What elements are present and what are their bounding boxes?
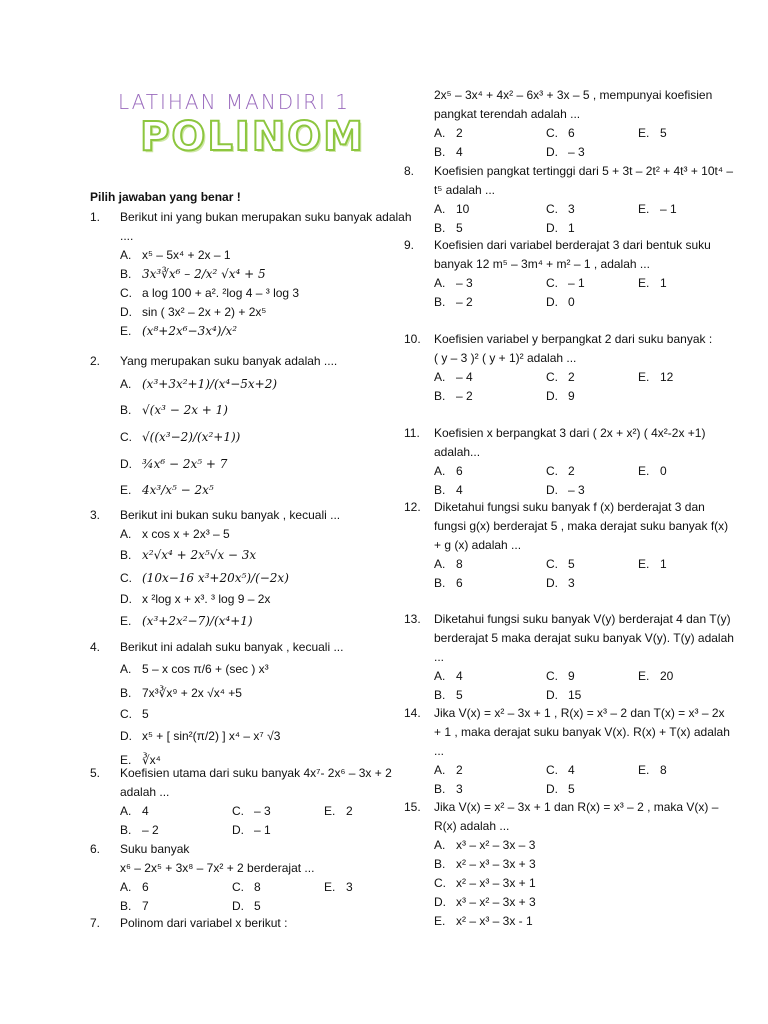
option-e[interactable]: E. 0 (638, 464, 667, 478)
option-d[interactable]: D. – 3 (546, 145, 585, 159)
question-7: 7. Polinom dari variabel x berikut : (90, 914, 420, 933)
option-c[interactable]: C. 3 (546, 202, 575, 216)
question-13: 13. Diketahui fungsi suku banyak V(y) berderajat 4 dan T(y) berderajat 5 maka derajat suku banyak V(y). T(y) adalah ... A. 4 C. 9 E. 20 B. 5 D. 15 (404, 610, 734, 705)
option-e[interactable]: E. 1 (638, 557, 667, 571)
option-c[interactable]: C. √((x³−2)/(x²+1)) (120, 430, 241, 444)
question-12: 12. Diketahui fungsi suku banyak f (x) berderajat 3 dan fungsi g(x) berderajat 5 , maka derajat suku banyak f(x) + g (x) adalah ... A. 8 C. 5 E. 1 B. 6 D. 3 (404, 498, 734, 593)
question-2: 2. Yang merupakan suku banyak adalah .... A. (x³+3x²+1)/(x⁴−5x+2) B. √(x³ − 2x + 1) C. √((x³−2)/(x²+1)) D. ¾x⁶ − 2x⁵ + 7 E. 4x³/x⁵ − 2x⁵ (90, 352, 420, 503)
question-8: 8. Koefisien pangkat tertinggi dari 5 + 3t – 2t² + 4t³ + 10t⁴ – t⁵ adalah ... A. 10 C. 3 E. – 1 B. 5 D. 1 (404, 162, 734, 238)
title-latihan: LATIHAN MANDIRI 1 (118, 90, 350, 114)
option-d[interactable]: D. 3 (546, 576, 575, 590)
option-b[interactable]: B. 3 (434, 782, 463, 796)
option-a[interactable]: A. 4 (434, 669, 463, 683)
question-text: Berikut ini adalah suku banyak , kecuali ... (120, 640, 344, 654)
option-d[interactable]: D. x ²log x + x³. ³ log 9 – 2x (120, 592, 271, 606)
option-c[interactable]: C. x² – x³ – 3x + 1 (434, 876, 536, 890)
question-text: Jika V(x) = x² – 3x + 1 dan R(x) = x³ – 2 , maka V(x) – R(x) adalah ... (434, 800, 719, 833)
option-c[interactable]: C. a log 100 + a². ²log 4 – ³ log 3 (120, 286, 300, 300)
option-e[interactable]: E. x² – x³ – 3x - 1 (434, 914, 533, 928)
option-d[interactable]: D. 1 (546, 221, 575, 235)
option-a[interactable]: A. (x³+3x²+1)/(x⁴−5x+2) (120, 377, 278, 391)
option-c[interactable]: C. 8 (232, 880, 261, 894)
option-a[interactable]: A. x⁵ – 5x⁴ + 2x – 1 (120, 248, 231, 262)
option-c[interactable]: C. 2 (546, 464, 575, 478)
question-11: 11. Koefisien x berpangkat 3 dari ( 2x + x²) ( 4x²-2x +1) adalah... A. 6 C. 2 E. 0 B. 4 D. – 3 (404, 424, 734, 500)
option-a[interactable]: A. 4 (120, 804, 149, 818)
option-d[interactable]: D. x³ – x² – 3x + 3 (434, 895, 536, 909)
question-text: Berikut ini bukan suku banyak , kecuali ... (120, 508, 341, 522)
question-text: Suku banyak (120, 842, 190, 856)
option-a[interactable]: A. 5 – x cos π/6 + (sec ) x³ (120, 662, 269, 676)
question-14: 14. Jika V(x) = x² – 3x + 1 , R(x) = x³ – 2 dan T(x) = x³ – 2x + 1 , maka derajat suku banyak V(x). R(x) + T(x) adalah ... A. 2 C. 4 E. 8 B. 3 D. 5 (404, 704, 734, 799)
option-a[interactable]: A. – 4 (434, 370, 473, 384)
option-b[interactable]: B. √(x³ − 2x + 1) (120, 403, 228, 417)
question-4: 4. Berikut ini adalah suku banyak , kecuali ... A. 5 – x cos π/6 + (sec ) x³ B. 7x³∛x⁹ + 2x √x⁴ +5 C. 5 D. x⁵ + [ sin²(π/2) ] x⁴ – x⁷ √3 E. ∛x⁴ (90, 638, 420, 772)
option-e[interactable]: E. 5 (638, 126, 667, 140)
option-b[interactable]: B. 4 (434, 483, 463, 497)
option-e[interactable]: E. ∛x⁴ (120, 753, 161, 767)
question-text: Jika V(x) = x² – 3x + 1 , R(x) = x³ – 2 dan T(x) = x³ – 2x + 1 , maka derajat suku banyak V(x). R(x) + T(x) adalah ... (434, 706, 730, 758)
option-d[interactable]: D. 15 (546, 688, 582, 702)
option-d[interactable]: D. 5 (546, 782, 575, 796)
option-d[interactable]: D. – 1 (232, 823, 271, 837)
option-b[interactable]: B. x² – x³ – 3x + 3 (434, 857, 536, 871)
option-b[interactable]: B. 5 (434, 221, 463, 235)
option-e[interactable]: E. 2 (324, 804, 353, 818)
option-c[interactable]: C. 4 (546, 763, 575, 777)
options-grid (434, 761, 734, 799)
option-c[interactable]: C. 5 (546, 557, 575, 571)
option-d[interactable]: D. ¾x⁶ − 2x⁵ + 7 (120, 457, 228, 471)
options-list (120, 246, 420, 341)
option-c[interactable]: C. – 1 (546, 276, 585, 290)
question-9: 9. Koefisien dari variabel berderajat 3 dari bentuk suku banyak 12 m⁵ – 3m⁴ + m² – 1 , adalah ... A. – 3 C. – 1 E. 1 B. – 2 D. 0 (404, 236, 734, 312)
option-a[interactable]: A. 6 (434, 464, 463, 478)
option-e[interactable]: E. 1 (638, 276, 667, 290)
option-a[interactable]: A. 2 (434, 126, 463, 140)
question-text: Koefisien x berpangkat 3 dari ( 2x + x²) ( 4x²-2x +1) adalah... (434, 426, 706, 459)
option-d[interactable]: D. x⁵ + [ sin²(π/2) ] x⁴ – x⁷ √3 (120, 729, 281, 743)
options-grid (120, 878, 420, 916)
question-text: Koefisien utama dari suku banyak 4x⁷- 2x⁶ – 3x + 2 adalah ... (120, 766, 392, 799)
question-text: 2x⁵ – 3x⁴ + 4x² – 6x³ + 3x – 5 , mempunyai koefisien pangkat terendah adalah ... (434, 88, 713, 121)
option-c[interactable]: C. 9 (546, 669, 575, 683)
question-text-2: ( y – 3 )² ( y + 1)² adalah ... (434, 351, 577, 365)
question-7-continued (404, 86, 734, 162)
option-e[interactable]: E. 20 (638, 669, 674, 683)
option-d[interactable]: D. 0 (546, 295, 575, 309)
options-grid (434, 274, 734, 312)
option-b[interactable]: B. – 2 (434, 389, 473, 403)
option-c[interactable]: C. 6 (546, 126, 575, 140)
option-e[interactable]: E. 12 (638, 370, 674, 384)
question-text-2: x⁶ – 2x⁵ + 3x⁸ – 7x² + 2 berderajat ... (120, 861, 315, 875)
option-b[interactable]: B. x²√x⁴ + 2x⁵√x − 3x (120, 548, 257, 562)
options-grid (434, 124, 734, 162)
option-a[interactable]: A. x cos x + 2x³ – 5 (120, 527, 230, 541)
option-b[interactable]: B. 3x³∛x⁶ – 2/x² √x⁴ + 5 (120, 267, 266, 281)
options-grid (434, 555, 734, 593)
option-a[interactable]: A. 6 (120, 880, 149, 894)
question-text: Koefisien dari variabel berderajat 3 dari bentuk suku banyak 12 m⁵ – 3m⁴ + m² – 1 , adalah ... (434, 238, 711, 271)
options-grid (120, 802, 420, 840)
option-b[interactable]: B. 6 (434, 576, 463, 590)
option-b[interactable]: B. – 2 (434, 295, 473, 309)
option-b[interactable]: B. – 2 (120, 823, 159, 837)
question-10: 10. Koefisien variabel y berpangkat 2 dari suku banyak : ( y – 3 )² ( y + 1)² adalah ... A. – 4 C. 2 E. 12 B. – 2 D. 9 (404, 330, 734, 406)
question-text: Koefisien pangkat tertinggi dari 5 + 3t – 2t² + 4t³ + 10t⁴ – t⁵ adalah ... (434, 164, 734, 197)
question-3: 3. Berikut ini bukan suku banyak , kecuali ... A. x cos x + 2x³ – 5 B. x²√x⁴ + 2x⁵√x − 3x C. (10x−16 x³+20x⁵)/(−2x) D. x ²log x + x³. ³ log 9 – 2x E. (x³+2x²−7)/(x⁴+1) (90, 506, 420, 633)
question-text: Yang merupakan suku banyak adalah .... (120, 354, 338, 368)
options-grid (434, 462, 734, 500)
option-e[interactable]: E. 4x³/x⁵ − 2x⁵ (120, 483, 214, 497)
option-c[interactable]: C. – 3 (232, 804, 271, 818)
option-a[interactable]: A. 2 (434, 763, 463, 777)
option-b[interactable]: B. 4 (434, 145, 463, 159)
option-d[interactable]: D. 5 (232, 899, 261, 913)
option-d[interactable]: D. – 3 (546, 483, 585, 497)
option-e[interactable]: E. 3 (324, 880, 353, 894)
question-text: Diketahui fungsi suku banyak f (x) berderajat 3 dan fungsi g(x) berderajat 5 , maka derajat suku banyak f(x) + g (x) adalah ... (434, 500, 729, 552)
option-d[interactable]: D. sin ( 3x² – 2x + 2) + 2x⁵ (120, 305, 267, 319)
option-a[interactable]: A. 8 (434, 557, 463, 571)
option-b[interactable]: B. 7 (120, 899, 149, 913)
option-d[interactable]: D. 9 (546, 389, 575, 403)
option-c[interactable]: C. (10x−16 x³+20x⁵)/(−2x) (120, 571, 289, 585)
option-e[interactable]: E. 8 (638, 763, 667, 777)
question-text: Berikut ini yang bukan merupakan suku banyak adalah .... (120, 210, 412, 243)
question-text: Polinom dari variabel x berikut : (120, 916, 288, 930)
question-5: 5. Koefisien utama dari suku banyak 4x⁷- 2x⁶ – 3x + 2 adalah ... A. 4 C. – 3 E. 2 B. – 2 D. – 1 (90, 764, 420, 840)
option-a[interactable]: A. 10 (434, 202, 470, 216)
option-a[interactable]: A. x³ – x² – 3x – 3 (434, 838, 536, 852)
option-b[interactable]: B. 7x³∛x⁹ + 2x √x⁴ +5 (120, 686, 242, 700)
option-a[interactable]: A. – 3 (434, 276, 473, 290)
option-b[interactable]: B. 5 (434, 688, 463, 702)
question-text: Diketahui fungsi suku banyak V(y) berderajat 4 dan T(y) berderajat 5 maka derajat suku banyak V(y). T(y) adalah ... (434, 612, 734, 664)
question-1: 1. Berikut ini yang bukan merupakan suku banyak adalah .... A. x⁵ – 5x⁴ + 2x – 1 B. 3x³∛x⁶ – 2/x² √x⁴ + 5 C. a log 100 + a². ²log 4 – ³ log 3 D. sin ( 3x² – 2x + 2) + 2x⁵ E. (x⁸+2x⁶−3x⁴)/x² (90, 208, 420, 341)
question-text: Koefisien variabel y berpangkat 2 dari suku banyak : (434, 332, 713, 346)
question-15: 15. Jika V(x) = x² – 3x + 1 dan R(x) = x³ – 2 , maka V(x) – R(x) adalah ... A. x³ – x² – 3x – 3 B. x² – x³ – 3x + 3 C. x² – x³ – 3x + 1 D. x³ – x² – 3x + 3 E. x² – x³ – 3x - 1 (404, 798, 734, 931)
question-6: 6. Suku banyak x⁶ – 2x⁵ + 3x⁸ – 7x² + 2 berderajat ... A. 6 C. 8 E. 3 B. 7 D. 5 (90, 840, 420, 916)
option-e[interactable]: E. (x³+2x²−7)/(x⁴+1) (120, 614, 253, 628)
option-e[interactable]: E. (x⁸+2x⁶−3x⁴)/x² (120, 324, 238, 338)
options-grid (434, 667, 734, 705)
title-polinom: POLINOM (140, 114, 365, 160)
option-c[interactable]: C. 2 (546, 370, 575, 384)
instruction: Pilih jawaban yang benar ! (90, 190, 241, 204)
option-e[interactable]: E. – 1 (638, 202, 677, 216)
option-c[interactable]: C. 5 (120, 707, 149, 721)
options-grid (434, 368, 734, 406)
options-grid (434, 200, 734, 238)
